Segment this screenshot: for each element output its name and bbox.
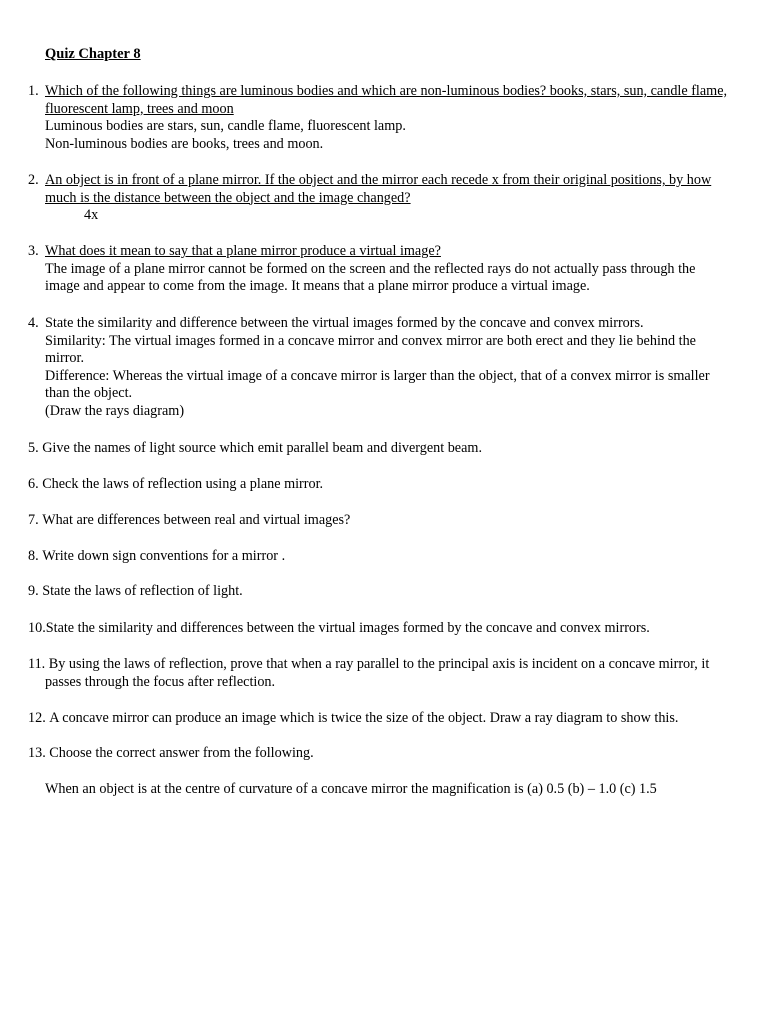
question-text: What does it mean to say that a plane mirror produce a virtual image?	[45, 243, 441, 259]
question-text: An object is in front of a plane mirror. If the object and the mirror each recede x from their original positions, by how much is the distance between the object and the image changed?	[45, 172, 712, 206]
question-number: 2.	[28, 172, 39, 188]
question-text: Choose the correct answer from the following.	[49, 745, 314, 761]
question-number: 8.	[28, 548, 39, 564]
question-number: 7.	[28, 512, 39, 528]
answer-line: Similarity: The virtual images formed in a concave mirror and convex mirror are both erect and they lie behind the mirror.	[45, 332, 696, 367]
question-7	[28, 512, 728, 530]
question-6	[28, 476, 728, 494]
question-number: 10.	[28, 620, 46, 636]
page-title: Quiz Chapter 8	[45, 46, 141, 62]
question-3	[28, 243, 728, 296]
question-13	[28, 745, 728, 798]
answer-line: 4x	[84, 207, 99, 224]
question-text: State the laws of reflection of light.	[42, 583, 243, 599]
answer-line: Non-luminous bodies are books, trees and moon.	[45, 135, 324, 152]
answer-line: The image of a plane mirror cannot be formed on the screen and the reflected rays do not actually pass through the image and appear to come from the image. It means that a plane mirror produce a virtual image.	[45, 260, 696, 295]
question-1	[28, 83, 728, 153]
question-number: 6.	[28, 476, 39, 492]
question-text: A concave mirror can produce an image which is twice the size of the object. Draw a ray diagram to show this.	[49, 710, 679, 726]
question-number: 9.	[28, 583, 39, 599]
question-8	[28, 548, 728, 566]
question-10	[28, 620, 728, 638]
sub-question-text: When an object is at the centre of curvature of a concave mirror the magnification is (a) 0.5 (b) – 1.0 (c) 1.5	[45, 780, 657, 797]
answer-line: (Draw the rays diagram)	[45, 402, 185, 419]
question-12	[28, 710, 728, 728]
question-number: 3.	[28, 243, 39, 259]
question-text: Check the laws of reflection using a plane mirror.	[42, 476, 324, 492]
answer-line: Luminous bodies are stars, sun, candle flame, fluorescent lamp.	[45, 118, 406, 135]
question-number: 1.	[28, 83, 39, 99]
question-text: Give the names of light source which emit parallel beam and divergent beam.	[42, 440, 482, 456]
question-9	[28, 583, 728, 601]
question-number: 5.	[28, 440, 39, 456]
question-2	[28, 172, 728, 225]
answer-line: Difference: Whereas the virtual image of a concave mirror is larger than the object, that of a convex mirror is smaller than the object.	[45, 367, 710, 402]
question-text: State the similarity and difference between the virtual images formed by the concave and convex mirrors.	[45, 315, 644, 331]
question-number: 4.	[28, 315, 39, 331]
question-text: By using the laws of reflection, prove that when a ray parallel to the principal axis is incident on a concave mirror, it passes through the focus after reflection.	[45, 656, 710, 690]
question-text: What are differences between real and virtual images?	[42, 512, 351, 528]
question-11	[28, 656, 728, 691]
question-number: 12.	[28, 710, 46, 726]
question-5	[28, 440, 728, 458]
question-text: Write down sign conventions for a mirror .	[42, 548, 286, 564]
question-text: Which of the following things are luminous bodies and which are non-luminous bodies? books, stars, sun, candle flame, fluorescent lamp, trees and moon	[45, 83, 728, 117]
question-number: 11.	[28, 656, 46, 672]
question-number: 13.	[28, 745, 46, 761]
question-4	[28, 315, 728, 421]
question-text: State the similarity and differences between the virtual images formed by the concave and convex mirrors.	[45, 620, 650, 636]
